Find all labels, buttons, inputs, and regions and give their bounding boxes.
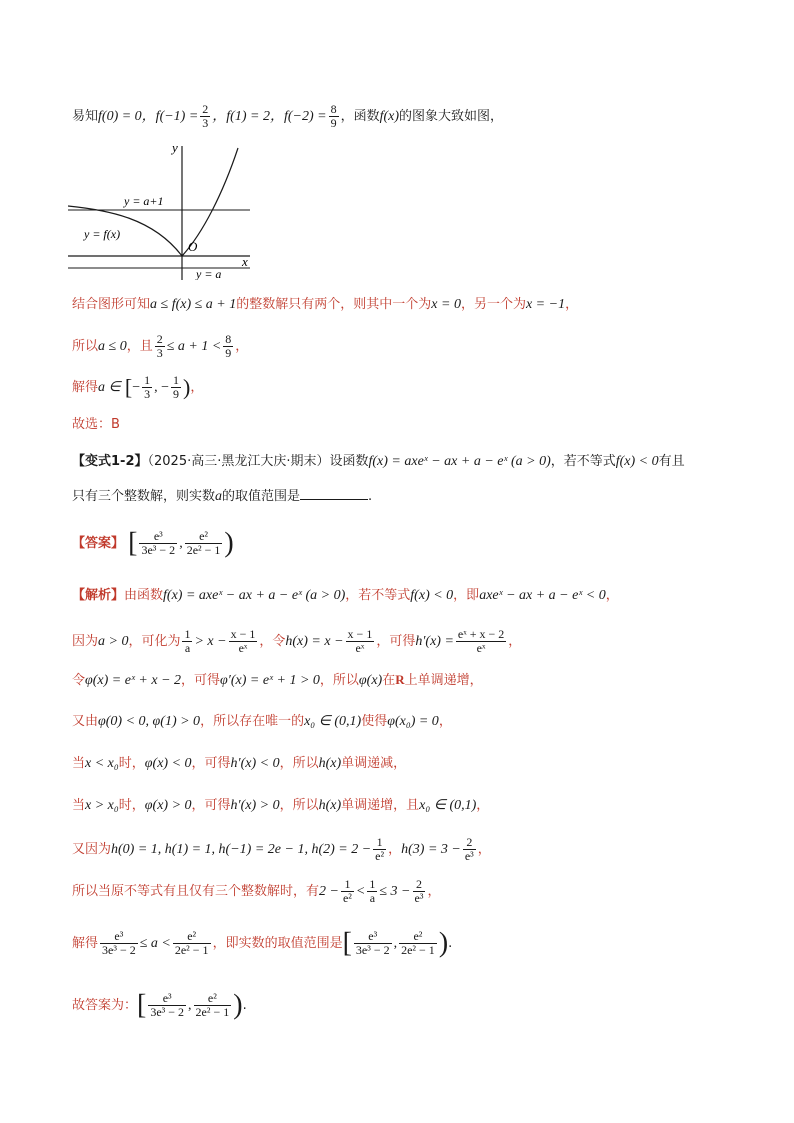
function-graph: [68, 138, 258, 280]
label-fx: y = f(x): [84, 227, 121, 241]
solution-line-4: 又由φ(0) < 0, φ(1) > 0，所以存在唯一的x₀ ∈ (0,1)使得φ(x₀) = 0，: [72, 714, 452, 729]
so-line: 所以a ≤ 0，且 $\frac{2}{3}$ ≤ a + 1 < $\frac{8}{9}$ ，: [72, 332, 249, 360]
solution-line-7: 又因为h(0) = 1, h(1) = 1, h(−1) = 2e − 1, h(2) = 2 − $\frac{1}{\text{e²}}$ ，h(3) = 3 − $\frac{2}{\text{e³}}$ ，: [72, 835, 491, 863]
solution-line-5: 当x < x₀时，φ(x) < 0，可得h′(x) < 0，所以h(x)单调递减，: [72, 756, 407, 771]
solution-line-3: 令φ(x) = eˣ + x − 2，可得φ′(x) = eˣ + 1 > 0，所以φ(x)在R上单调递增，: [72, 672, 483, 688]
math: f(x): [379, 109, 400, 124]
variant-question: 只有三个整数解，则实数a的取值范围是 .: [72, 489, 373, 504]
text: 的图象大致如图，: [399, 109, 504, 124]
solution-line-8: 所以当原不等式有且仅有三个整数解时，有2 − $\frac{1}{\text{e²}}$ < $\frac{1}{a}$ ≤ 3 − $\frac{2}{\text{e³}}$ ，: [72, 877, 441, 905]
solution-line-1: 【解析】由函数f(x) = axeˣ − ax + a − eˣ (a > 0)，若不等式f(x) < 0，即axeˣ − ax + a − eˣ < 0，: [72, 588, 619, 603]
solution-line-9: 解得 $\frac{\text{e³}}{\text{3e³ − 2}}$ ≤ a < $\frac{\text{e²}}{\text{2e² − 1}}$ ，即实数的取值范围是[ $\frac{\text{e³}}{\text{3e³ − 2}}$ , $\frac{\text{e²}}{\text{2e² − 1}}$ ).: [72, 927, 453, 959]
solve-line: 解得a ∈ [− $\frac{1}{3}$ , − $\frac{1}{9}$ )，: [72, 373, 204, 401]
y-axis-label: y: [172, 140, 178, 155]
text: 易知: [72, 109, 99, 124]
math: f(0) = 0，f(−1) =: [98, 109, 199, 124]
blank-line: [300, 487, 368, 500]
intro-line: [72, 103, 503, 130]
solution-line-6: 当x > x₀时，φ(x) > 0，可得h′(x) > 0，所以h(x)单调递增，且x₀ ∈ (0,1)，: [72, 798, 490, 813]
answer-line: 【答案】 [ $\frac{\text{e³}}{\text{3e³ − 2}}$ , $\frac{\text{e²}}{\text{2e² − 1}}$ ): [72, 527, 234, 559]
origin-label: O: [188, 239, 198, 254]
text: ，函数: [340, 109, 380, 124]
math: ，f(1) = 2，f(−2) =: [212, 109, 327, 124]
x-axis-label: x: [242, 254, 248, 269]
choice-line: 故选：B: [72, 417, 120, 432]
conclusion-line: 结合图形可知a ≤ f(x) ≤ a + 1的整数解只有两个，则其中一个为x = 0，另一个为x = −1，: [72, 297, 579, 312]
label-a: y = a: [196, 267, 222, 280]
variant-title: 【变式1-2】（2025·高三·黑龙江大庆·期末）设函数f(x) = axeˣ − ax + a − eˣ (a > 0)，若不等式f(x) < 0有且: [72, 454, 685, 469]
fraction: $\frac{2}{3}$: [202, 102, 209, 130]
final-answer-line: 故答案为：[ $\frac{\text{e³}}{\text{3e³ − 2}}$ , $\frac{\text{e²}}{\text{2e² − 1}}$ ).: [72, 989, 247, 1021]
solution-line-2: 因为a > 0，可化为 $\frac{1}{a}$ > x − $\frac{x - 1}{\text{eˣ}}$ ，令h(x) = x − $\frac{x - 1}{\text{eˣ}}$ ，可得h′(x) = $\frac{\text{eˣ + x − 2}}{\text{eˣ}}$ ，: [72, 627, 522, 655]
label-a-plus-1: y = a+1: [124, 194, 164, 208]
fraction: $\frac{8}{9}$: [330, 102, 337, 130]
